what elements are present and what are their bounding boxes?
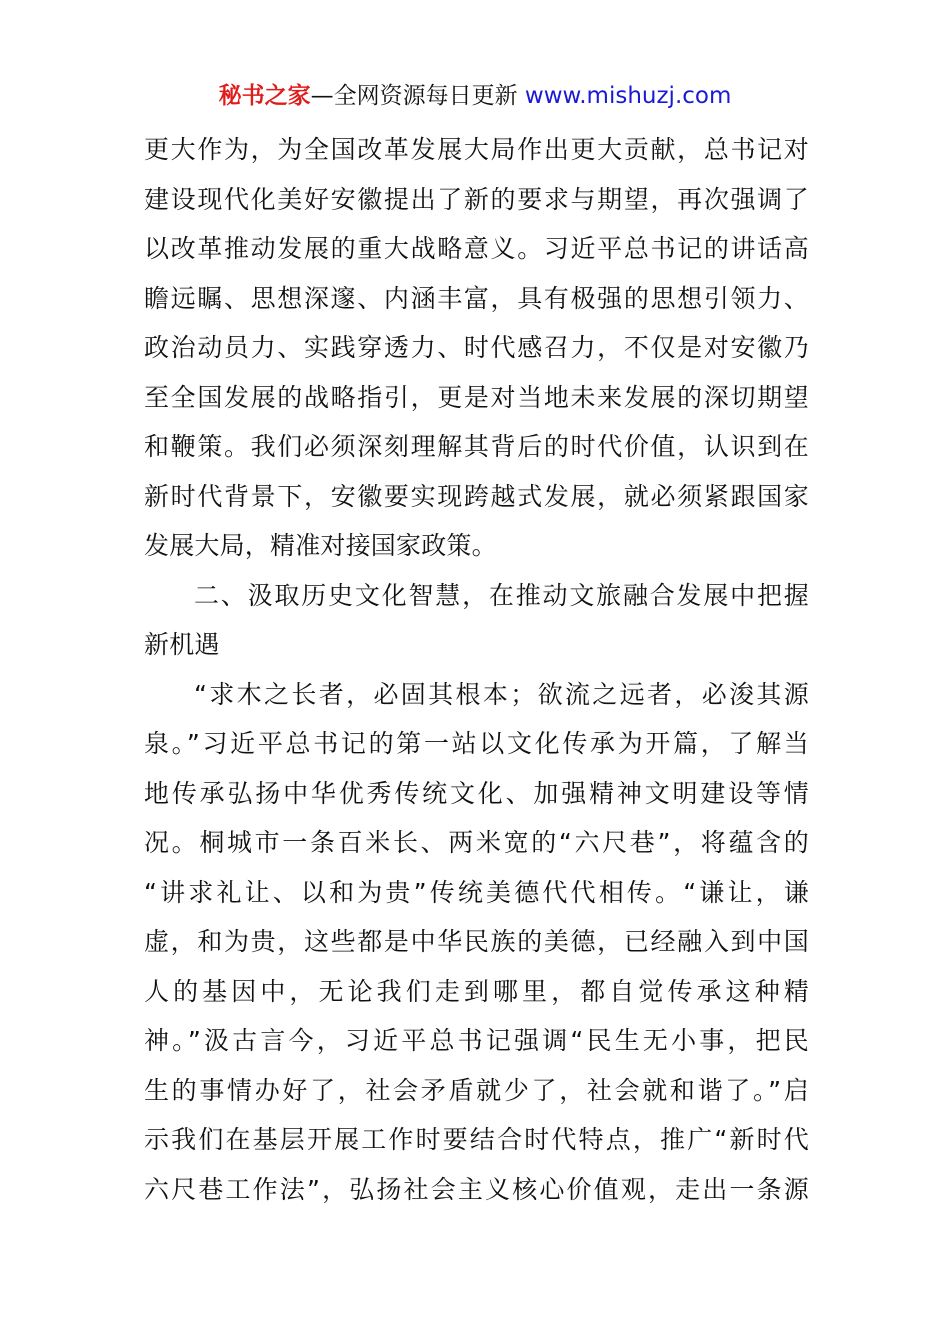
text-line: “求木之长者，必固其根本；欲流之远者，必浚其源 bbox=[194, 679, 809, 709]
text-line: 地传承弘扬中华优秀传统文化、加强精神文明建设等情 bbox=[144, 778, 809, 808]
section-heading-line: 新机遇 bbox=[144, 630, 220, 659]
text-line: 建设现代化美好安徽提出了新的要求与期望，再次强调了 bbox=[144, 184, 809, 214]
site-brand: 秘书之家 bbox=[218, 83, 311, 109]
site-tagline: —全网资源每日更新 bbox=[310, 83, 525, 109]
text-line: 虚，和为贵，这些都是中华民族的美德，已经融入到中国 bbox=[144, 927, 809, 956]
text-line: 生的事情办好了，社会矛盾就少了，社会就和谐了。”启 bbox=[144, 1075, 809, 1105]
text-line: 新时代背景下，安徽要实现跨越式发展，就必须紧跟国家 bbox=[144, 481, 809, 511]
text-line: 以改革推动发展的重大战略意义。习近平总书记的讲话高 bbox=[144, 234, 809, 263]
text-line: 神。”汲古言今，习近平总书记强调“民生无小事，把民 bbox=[144, 1026, 809, 1055]
site-watermark-header bbox=[0, 80, 950, 112]
text-line: “讲求礼让、以和为贵”传统美德代代相传。“谦让，谦 bbox=[144, 877, 809, 907]
text-line: 泉。”习近平总书记的第一站以文化传承为开篇，了解当 bbox=[144, 729, 809, 758]
section-heading-line: 二、汲取历史文化智慧，在推动文旅融合发展中把握 bbox=[194, 580, 809, 610]
text-line: 人的基因中，无论我们走到哪里，都自觉传承这种精 bbox=[144, 976, 809, 1006]
document-body bbox=[144, 125, 809, 1214]
text-line: 发展大局，精准对接国家政策。 bbox=[144, 531, 497, 560]
text-line: 瞻远瞩、思想深邃、内涵丰富，具有极强的思想引领力、 bbox=[144, 283, 809, 313]
text-line: 和鞭策。我们必须深刻理解其背后的时代价值，认识到在 bbox=[144, 432, 809, 461]
text-line: 更大作为，为全国改革发展大局作出更大贡献，总书记对 bbox=[144, 135, 809, 164]
text-line: 六尺巷工作法”，弘扬社会主义核心价值观，走出一条源 bbox=[144, 1174, 809, 1204]
text-line: 至全国发展的战略指引，更是对当地未来发展的深切期望 bbox=[144, 382, 809, 412]
text-line: 示我们在基层开展工作时要结合时代特点，推广“新时代 bbox=[144, 1125, 809, 1154]
text-line: 政治动员力、实践穿透力、时代感召力，不仅是对安徽乃 bbox=[144, 333, 809, 362]
site-url: www.mishuzj.com bbox=[524, 83, 732, 109]
text-line: 况。桐城市一条百米长、两米宽的“六尺巷”，将蕴含的 bbox=[144, 828, 809, 857]
